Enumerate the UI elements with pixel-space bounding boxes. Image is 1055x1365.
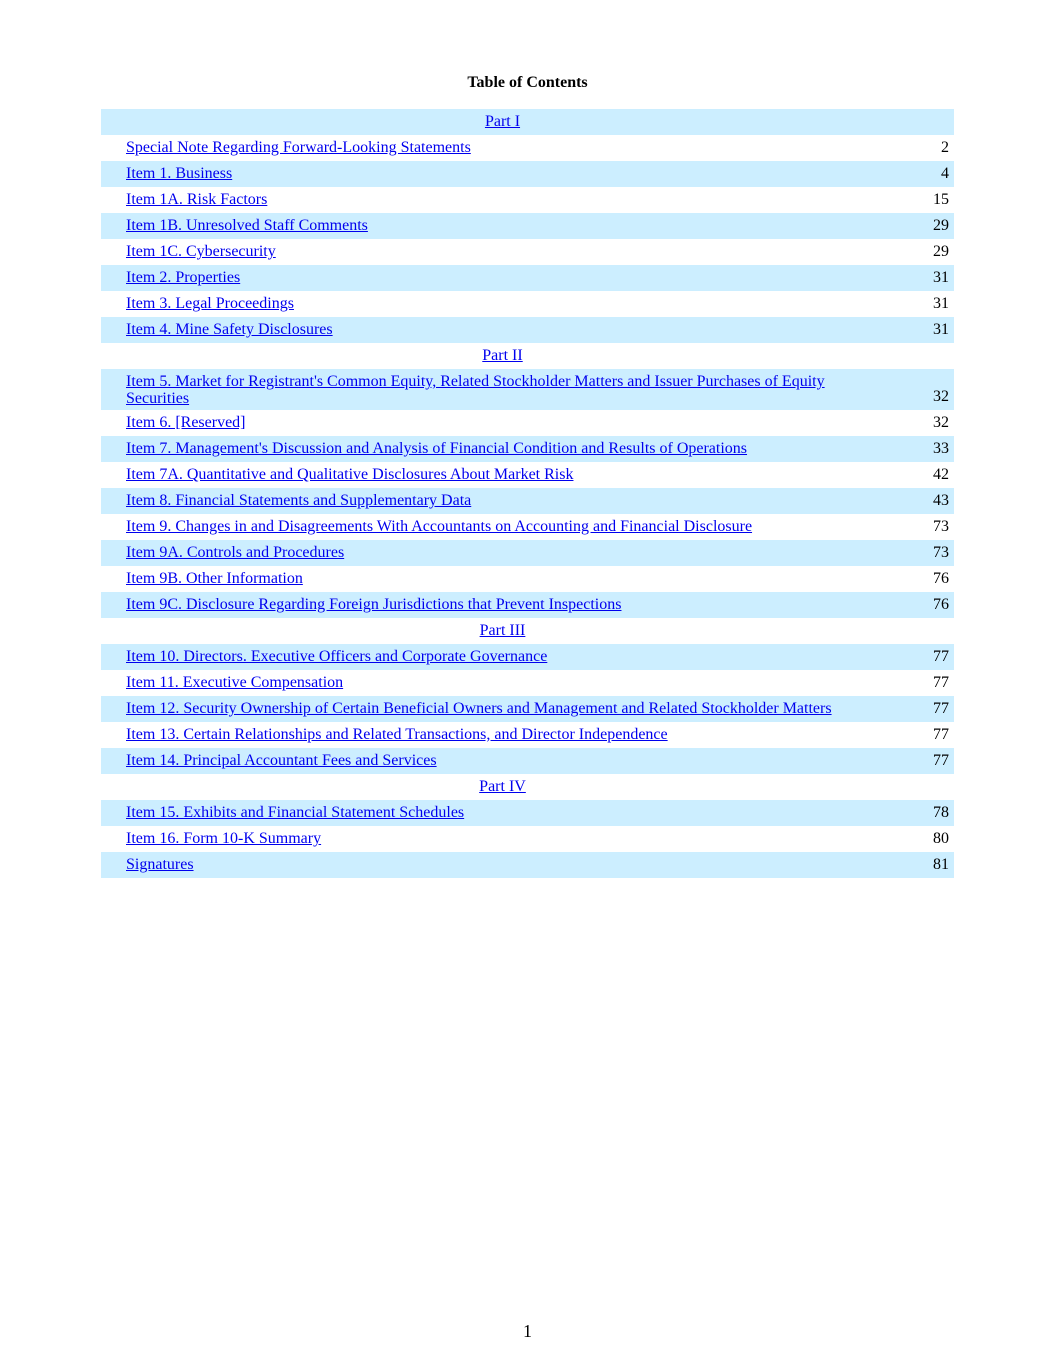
page-number: 43 [933,492,949,509]
page-title: Table of Contents [467,74,588,91]
toc-link-signatures[interactable]: Signatures [126,856,194,873]
toc-link-item-9c[interactable]: Item 9C. Disclosure Regarding Foreign Jurisdictions that Prevent Inspections [126,596,622,613]
page-number: 32 [933,414,949,431]
page-number: 77 [933,726,949,743]
toc-link-item-7[interactable]: Item 7. Management's Discussion and Analysis of Financial Condition and Results of Operations [126,440,748,457]
toc-row [101,317,954,343]
toc-link-item-13[interactable]: Item 13. Certain Relationships and Related Transactions, and Director Independence [126,726,668,743]
toc-row [101,670,954,696]
toc-link-item-6[interactable]: Item 6. [Reserved] [126,414,246,431]
page-number: 31 [933,269,949,286]
page-number: 81 [933,856,949,873]
toc-link-item-1b[interactable]: Item 1B. Unresolved Staff Comments [126,217,368,234]
toc-link-item-8[interactable]: Item 8. Financial Statements and Supplementary Data [126,492,472,509]
toc-row [101,462,954,488]
toc-row [101,592,954,618]
toc-link-item-11[interactable]: Item 11. Executive Compensation [126,674,344,691]
toc-row [101,696,954,722]
page-number: 76 [933,570,949,587]
toc-link-item-1[interactable]: Item 1. Business [126,165,233,182]
page-number: 77 [933,648,949,665]
page-number: 73 [933,544,949,561]
toc-link-item-9[interactable]: Item 9. Changes in and Disagreements With Accountants on Accounting and Financial Disclosure [126,518,753,535]
page-footer-number: 1 [523,1321,532,1341]
part-4-link[interactable]: Part IV [479,778,526,795]
toc-row [101,213,954,239]
part-row-part-3 [101,618,954,644]
toc-row [101,436,954,462]
toc-link-item-16[interactable]: Item 16. Form 10-K Summary [126,830,322,847]
toc-link-item-9a[interactable]: Item 9A. Controls and Procedures [126,544,345,561]
page-number: 80 [933,830,949,847]
page-number: 77 [933,700,949,717]
toc-row [101,291,954,317]
toc-row [101,161,954,187]
toc-row [101,265,954,291]
part-2-link[interactable]: Part II [482,347,523,364]
page-number: 31 [933,295,949,312]
page-number: 33 [933,440,949,457]
toc-link-item-5[interactable]: Item 5. Market for Registrant's Common Equity, Related Stockholder Matters and Issuer Purchases of Equity Securities [126,373,825,407]
toc-link-item-10[interactable]: Item 10. Directors. Executive Officers and Corporate Governance [126,648,548,665]
page-number: 76 [933,596,949,613]
page-number: 77 [933,752,949,769]
page-number: 42 [933,466,949,483]
toc-link-item-4[interactable]: Item 4. Mine Safety Disclosures [126,321,333,338]
toc-link-item-3[interactable]: Item 3. Legal Proceedings [126,295,294,312]
toc-row [101,826,954,852]
page-number: 73 [933,518,949,535]
toc-row [101,369,954,410]
toc-link-item-7a[interactable]: Item 7A. Quantitative and Qualitative Disclosures About Market Risk [126,466,574,483]
part-1-link[interactable]: Part I [484,113,521,130]
toc-link-item-1a[interactable]: Item 1A. Risk Factors [126,191,268,208]
toc-row [101,800,954,826]
toc-row [101,540,954,566]
part-row-part-2 [101,343,954,369]
part-3-link[interactable]: Part III [479,622,526,639]
toc-row [101,410,954,436]
toc-link-item-2[interactable]: Item 2. Properties [126,269,241,286]
toc-row [101,187,954,213]
part-row-part-4 [101,774,954,800]
page-number: 31 [933,321,949,338]
toc-link-item-15[interactable]: Item 15. Exhibits and Financial Statement Schedules [126,804,465,821]
page-number: 77 [933,674,949,691]
toc-table [101,109,954,878]
toc-row [101,748,954,774]
page-number: 2 [941,139,949,156]
toc-row [101,852,954,878]
page-number: 32 [933,388,949,405]
toc-link-item-14[interactable]: Item 14. Principal Accountant Fees and Services [126,752,437,769]
toc-link-item-1c[interactable]: Item 1C. Cybersecurity [126,243,276,260]
page-number: 15 [933,191,949,208]
page-number: 4 [941,165,949,182]
toc-row [101,566,954,592]
page-number: 29 [933,243,949,260]
toc-row [101,488,954,514]
toc-link-item-9b[interactable]: Item 9B. Other Information [126,570,303,587]
toc-row [101,239,954,265]
toc-link-forward-looking[interactable]: Special Note Regarding Forward-Looking Statements [126,139,471,156]
page-number: 29 [933,217,949,234]
toc-row [101,135,954,161]
page-number: 78 [933,804,949,821]
toc-link-item-12[interactable]: Item 12. Security Ownership of Certain Beneficial Owners and Management and Related Stockholder Matters [126,700,832,717]
toc-row [101,644,954,670]
toc-row [101,514,954,540]
part-row-part-1 [101,109,954,135]
toc-row [101,722,954,748]
